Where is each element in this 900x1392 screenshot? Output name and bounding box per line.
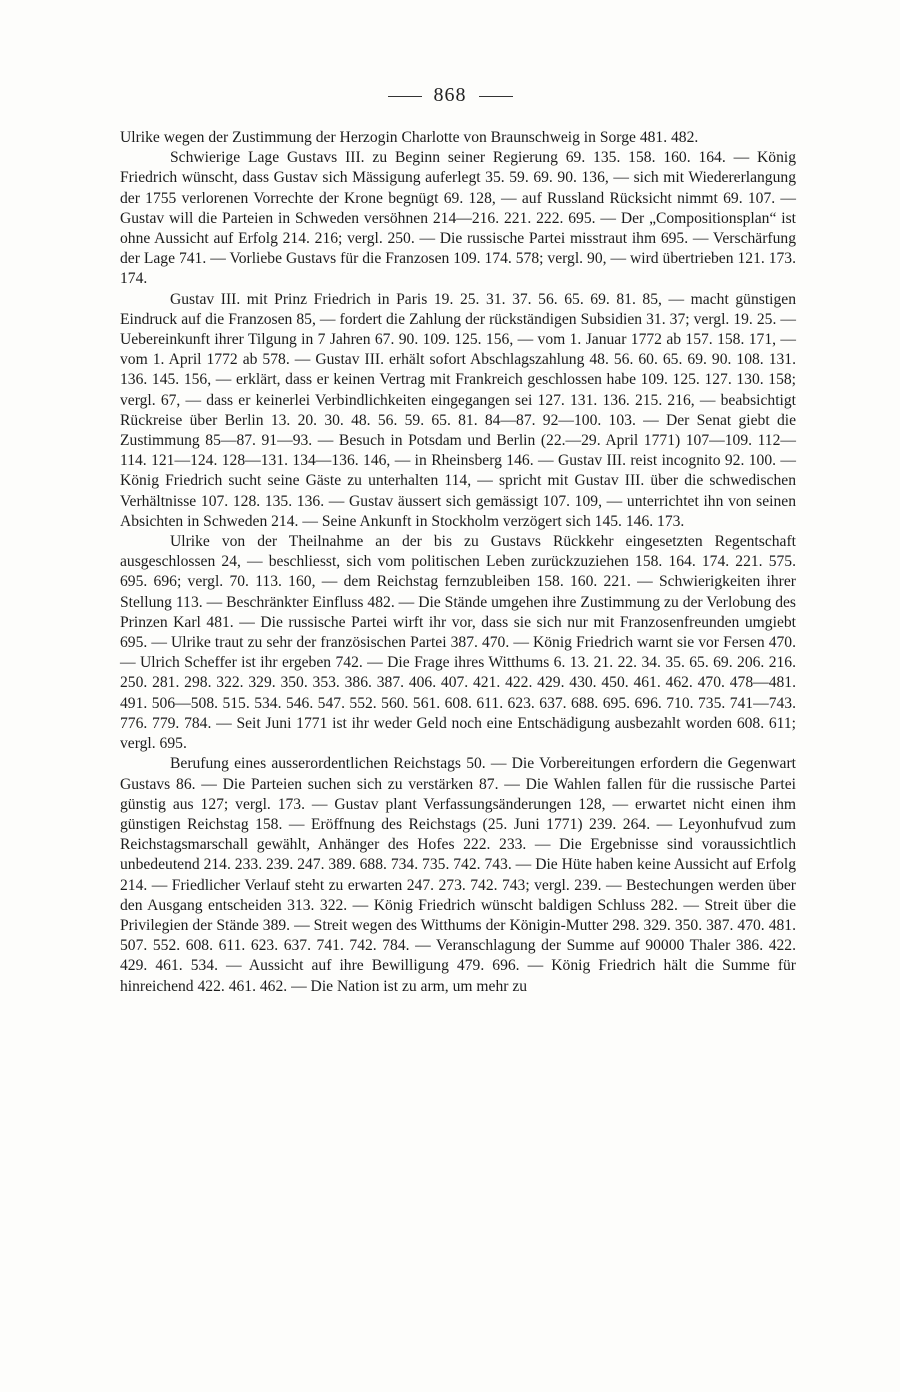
paragraph: Berufung eines ausserordentlichen Reichstags 50. — Die Vorbereitungen erfordern die Gegenwart Gustavs 86. — Die Parteien suchen sich zu verstärken 87. — Die Wahlen fallen für die russische Partei günstig aus 127; vergl. 173. — Gustav plant Verfassungsänderungen 128, — erwartet nicht einen ihm günstigen Reichstag 158. — Eröffnung des Reichstags (25. Juni 1771) 239. 264. — Leyonhufvud zum Reichstagsmarschall gewählt, Anhänger des Hofes 222. 233. — Die Ergebnisse sind voraussichtlich unbedeutend 214. 233. 239. 247. 389. 688. 734. 735. 742. 743. — Die Hüte haben keine Aussicht auf Erfolg 214. — Friedlicher Verlauf steht zu erwarten 247. 273. 742. 743; vergl. 239. — Bestechungen werden über den Ausgang entscheiden 313. 322. — König Friedrich wünscht baldigen Schluss 282. — Streit über die Privilegien der Stände 389. — Streit wegen des Witthums der Königin-Mutter 298. 329. 350. 387. 470. 481. 507. 552. 608. 611. 623. 637. 741. 742. 784. — Veranschlagung der Summe auf 90000 Thaler 386. 422. 429. 461. 534. — Aussicht auf ihre Bewilligung 479. 696. — König Friedrich hält die Summe für hinreichend 422. 461. 462. — Die Nation ist zu arm, um mehr zu bbox=[120, 755, 796, 995]
paragraph: Schwierige Lage Gustavs III. zu Beginn seiner Regierung 69. 135. 158. 160. 164. — König Friedrich wünscht, dass Gustav sich Mässigung auferlegt 35. 59. 69. 90. 136, — sich mit Wiedererlangung der 1755 verlorenen Vorrechte der Krone begnügt 69. 128, — auf Russland Rücksicht nimmt 69. 107. — Gustav will die Parteien in Schweden versöhnen 214—216. 221. 222. 695. — Der „Compositionsplan“ ist ohne Aussicht auf Erfolg 214. 216; vergl. 250. — Die russische Partei misstraut ihm 695. — Verschärfung der Lage 741. — Vorliebe Gustavs für die Franzosen 109. 174. 578; vergl. 90, — wird übertrieben 121. 173. 174. bbox=[120, 149, 796, 288]
body-text bbox=[120, 128, 796, 997]
paragraph: Gustav III. mit Prinz Friedrich in Paris 19. 25. 31. 37. 56. 65. 69. 81. 85, — macht günstigen Eindruck auf die Franzosen 85, — fordert die Zahlung der rückständigen Subsidien 31. 37; vergl. 19. 25. — Uebereinkunft ihrer Tilgung in 7 Jahren 67. 90. 109. 125. 156, — vom 1. Januar 1772 ab 157. 158. 171, — vom 1. April 1772 ab 578. — Gustav III. erhält sofort Abschlagszahlung 48. 56. 60. 65. 69. 90. 108. 131. 136. 145. 156, — erklärt, dass er keinen Vertrag mit Frankreich geschlossen habe 109. 125. 127. 130. 158; vergl. 67, — dass er keinerlei Verbindlichkeiten eingegangen sei 127. 131. 136. 215. 216, — beabsichtigt Rückreise über Berlin 13. 20. 30. 48. 56. 59. 65. 81. 84—87. 92—100. 103. — Der Senat giebt die Zustimmung 85—87. 91—93. — Besuch in Potsdam und Berlin (22.—29. April 1771) 107—109. 112—114. 121—124. 128—131. 134—136. 146, — in Rheinsberg 146. — Gustav III. reist incognito 92. 100. — König Friedrich sucht seine Gäste zu unterhalten 114, — spricht mit Gustav III. über die schwedischen Verhältnisse 107. 128. 135. 136. — Gustav äussert sich gemässigt 107. 109, — unterrichtet ihn von seinen Absichten in Schweden 214. — Seine Ankunft in Stockholm verzögert sich 145. 146. 173. bbox=[120, 290, 796, 530]
paragraph: Ulrike von der Theilnahme an der bis zu Gustavs Rückkehr eingesetzten Regentschaft ausgeschlossen 24, — beschliesst, sich vom politischen Leben zurückzuziehen 158. 164. 174. 221. 575. 695. 696; vergl. 70. 113. 160, — dem Reichstag fernzubleiben 158. 160. 221. — Schwierigkeiten ihrer Stellung 113. — Beschränkter Einfluss 482. — Die Stände umgehen ihre Zustimmung zu der Verlobung des Prinzen Karl 481. — Die russische Partei wirft ihr vor, dass sie sich nur mit Franzosenfreunden umgiebt 695. — Ulrike traut zu sehr der französischen Partei 387. 470. — König Friedrich warnt sie vor Fersen 470. — Ulrich Scheffer ist ihr ergeben 742. — Die Frage ihres Witthums 6. 13. 21. 22. 34. 35. 65. 69. 206. 216. 250. 281. 298. 322. 329. 350. 353. 386. 387. 406. 407. 421. 422. 429. 430. 450. 461. 462. 470. 478—481. 491. 506—508. 515. 534. 546. 547. 552. 560. 561. 608. 611. 623. 637. 688. 695. 696. 710. 735. 741—743. 776. 779. 784. — Seit Juni 1771 ist ihr weder Geld noch eine Entschädigung ausbezahlt worden 608. 611; vergl. 695. bbox=[120, 533, 796, 753]
page-header bbox=[0, 84, 900, 107]
page-number: 868 bbox=[433, 84, 467, 106]
paragraph: Ulrike wegen der Zustimmung der Herzogin Charlotte von Braunschweig in Sorge 481. 482. bbox=[120, 129, 699, 146]
header-rule-left bbox=[388, 96, 422, 97]
header-rule-right bbox=[479, 96, 513, 97]
